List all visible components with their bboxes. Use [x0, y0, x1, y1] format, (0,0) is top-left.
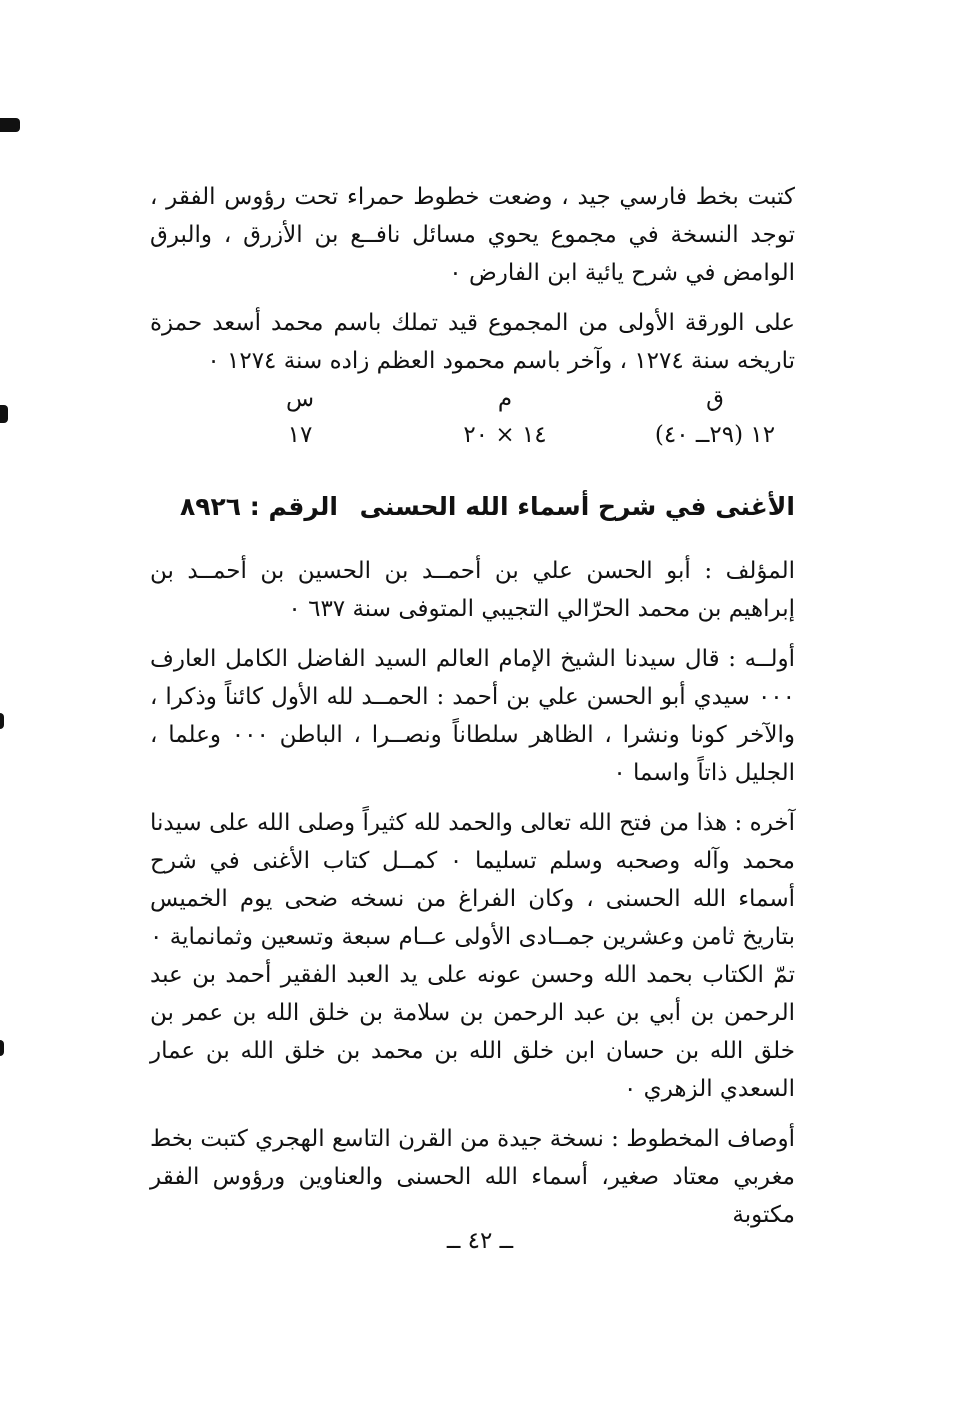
scan-edge-mark: [0, 1040, 4, 1056]
header-s: س: [285, 386, 315, 412]
value-m: ١٤ × ٢٠: [463, 422, 547, 448]
paragraph-ownership-note: على الورقة الأولى من المجموع قيد تملك باسم محمد أسعد حمزة تاريخه سنة ١٢٧٤ ، وآخر باسم محمود العظم زاده سنة ١٢٧٤ ٠: [150, 310, 795, 374]
paragraph-author: المؤلف : أبو الحسن علي بن أحمــد بن الحسين بن أحمــد بن إبراهيم بن محمد الحرّالي التجيبي المتوفى سنة ٦٣٧ ٠: [150, 558, 795, 622]
scan-edge-mark: [0, 118, 20, 132]
header-q: ق: [706, 386, 724, 412]
entry-title: الأغنى في شرح أسماء الله الحسنى: [359, 492, 795, 521]
paragraph-incipit: أولــه : قال سيدنا الشيخ الإمام العالم السيد الفاضل الكامل العارف ٠٠٠ سيدي أبو الحسن علي بن أحمد : الحمــد لله الأول كائناً وذكرا ، والآخر كونا ونشرا ، الظاهر سلطاناً ونصــرا ، الباطن ٠٠٠ وعلما ، الجليل ذاتاً واسما ٠: [150, 646, 796, 786]
collation-table: [150, 380, 795, 460]
scan-edge-mark: [0, 405, 8, 423]
value-s: ١٧: [287, 422, 313, 448]
entry-number: الرقم : ٨٩٢٦: [180, 492, 338, 521]
page-number: ــ ٤٢ ــ: [446, 1228, 514, 1254]
value-q: ١٢ (٢٩ــ ٤٠): [654, 422, 776, 448]
scan-edge-mark: [0, 713, 4, 729]
header-m: م: [497, 386, 513, 412]
page-body: [150, 178, 795, 1234]
paragraph-explicit: آخره : هذا من فتح الله تعالى والحمد لله كثيراً وصلى الله على سيدنا محمد وآله وصحبه وسلم تسليما ٠ كمــل كتاب الأغنى في شرح أسماء الله الحسنى ، وكان الفراغ من نسخه ضحى يوم الخميس بتاريخ ثامن وعشرين جمــادى الأولى عــام سبعة وتسعين وثمانماية ٠ تمّ الكتاب بحمد الله وحسن عونه على يد العبد الفقير أحمد بن عبد الرحمن بن أبي بن عبد الرحمن بن سلامة بن خلق الله بن عمر بن خلق الله بن حسان ابن خلق الله بن محمد بن خلق الله بن عمار السعدي الزهري ٠: [150, 810, 795, 1102]
entry-heading: [150, 478, 795, 538]
paragraph-script-description: كتبت بخط فارسي جيد ، وضعت خطوط حمراء تحت رؤوس الفقر ، توجد النسخة في مجموع يحوي مسائل نافــع بن الأزرق ، والبرق الوامض في شرح يائية ابن الفارض ٠: [150, 184, 795, 286]
paragraph-description: أوصاف المخطوط : نسخة جيدة من القرن التاسع الهجري كتبت بخط مغربي معتاد صغير، أسماء الله الحسنى والعناوين ورؤوس الفقر مكتوبة: [149, 1126, 795, 1228]
